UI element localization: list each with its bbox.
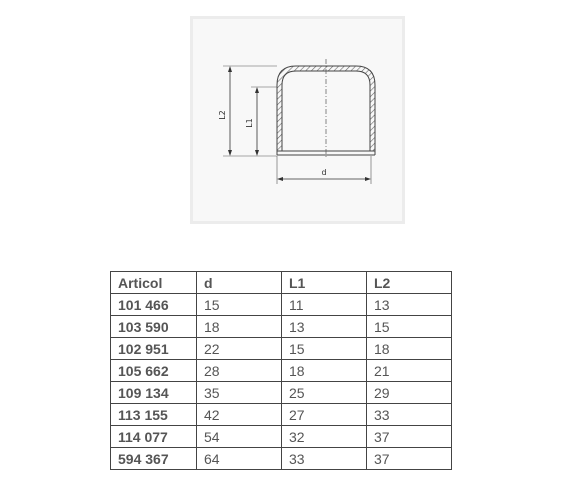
cell-l1: 25	[282, 382, 367, 404]
cell-l2: 21	[367, 360, 452, 382]
cell-l1: 13	[282, 316, 367, 338]
cell-l1: 18	[282, 360, 367, 382]
cell-d: 15	[197, 294, 282, 316]
table-row	[111, 294, 452, 316]
cell-l2: 33	[367, 404, 452, 426]
cell-l1: 27	[282, 404, 367, 426]
cell-articol: 103 590	[111, 316, 197, 338]
header-articol: Articol	[111, 272, 197, 294]
table-row	[111, 316, 452, 338]
header-d: d	[197, 272, 282, 294]
cell-d: 64	[197, 448, 282, 470]
cell-l2: 29	[367, 382, 452, 404]
cell-articol: 594 367	[111, 448, 197, 470]
cell-articol: 102 951	[111, 338, 197, 360]
cell-articol: 109 134	[111, 382, 197, 404]
cap-wall	[277, 66, 375, 151]
cell-d: 22	[197, 338, 282, 360]
cell-l1: 11	[282, 294, 367, 316]
cell-l2: 37	[367, 426, 452, 448]
cap-technical-drawing	[193, 19, 402, 221]
dimensions-table	[110, 271, 452, 470]
cell-d: 54	[197, 426, 282, 448]
cell-d: 35	[197, 382, 282, 404]
l2-label: L2	[218, 110, 227, 120]
cell-l2: 37	[367, 448, 452, 470]
cell-l2: 13	[367, 294, 452, 316]
cell-l2: 15	[367, 316, 452, 338]
cell-l2: 18	[367, 338, 452, 360]
table-row	[111, 404, 452, 426]
cell-d: 42	[197, 404, 282, 426]
cell-articol: 113 155	[111, 404, 197, 426]
cell-articol: 101 466	[111, 294, 197, 316]
cell-d: 18	[197, 316, 282, 338]
table-row	[111, 426, 452, 448]
table-row	[111, 360, 452, 382]
table-row	[111, 338, 452, 360]
cell-l1: 33	[282, 448, 367, 470]
cell-articol: 114 077	[111, 426, 197, 448]
header-l2: L2	[367, 272, 452, 294]
cap-drawing	[190, 16, 405, 224]
table-row	[111, 448, 452, 470]
cell-l1: 32	[282, 426, 367, 448]
cell-l1: 15	[282, 338, 367, 360]
l1-label: L1	[245, 118, 254, 128]
table-header-row	[111, 272, 452, 294]
header-l1: L1	[282, 272, 367, 294]
cell-articol: 105 662	[111, 360, 197, 382]
d-label: d	[321, 168, 327, 177]
cell-d: 28	[197, 360, 282, 382]
table-row	[111, 382, 452, 404]
